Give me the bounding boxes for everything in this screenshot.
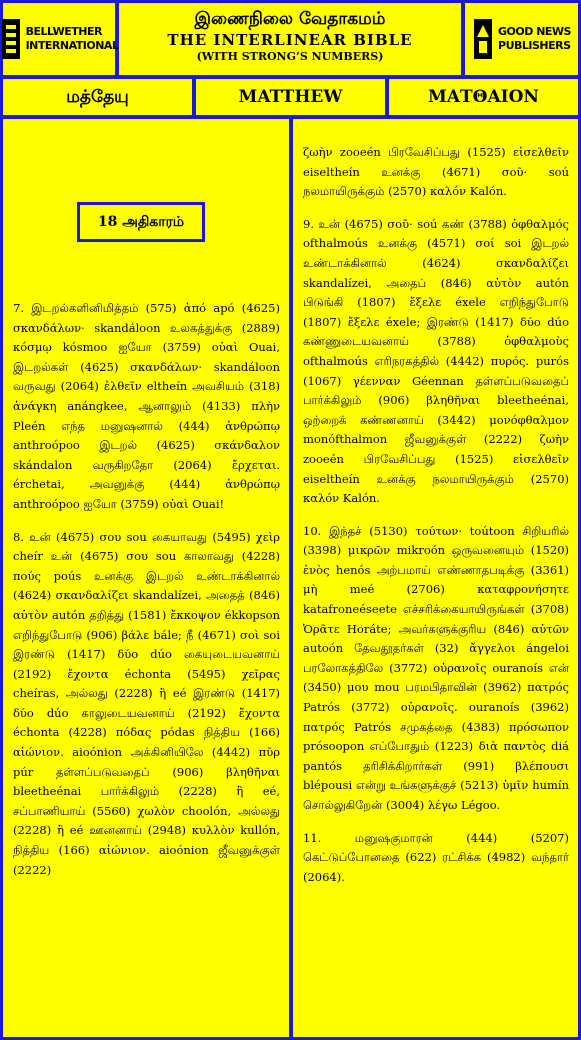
right-column xyxy=(293,119,578,1037)
title-english: THE INTERLINEAR BIBLE xyxy=(167,31,413,49)
verse-9: 9. உன் (4675) σοῦ· soú கண் (3788) ὀφθαλμός ofthalmoús உனக்கு (4571) σοί soi இடறல் உண்டாக்கினால் (4624) σκανδαλίζει skandalízei, அதைப் (846) αὐτὸν autón பிடுங்கி (1807) ἔξελε éxele எறிந்துபோடு (1807) ἔξελε éxele; இரண்டு (1417) δύο dúo கண்ணுடையவனாய் (3788) ὀφθαλμοὺς ofthalmoús எரிநரகத்தில் (4442) πυρός. purós (1067) γέενναν Géennan தள்ளப்படுவதைப் பார்க்கிலும் (906) βληθῆναι bleetheénai, ஒற்றைக் கண்ணனாய் (3442) μονόφθαλμον monófthalmon ஜீவனுக்குள் (2222) ζωὴν zooeén பிரவேசிப்பது (1525) εἰσελθεῖν eiseltheín உனக்கு நலமாயிருக்கும் (2570) καλόν Kalón. xyxy=(303,216,569,506)
good-news-logo xyxy=(465,3,578,75)
good-news-logo-icon xyxy=(472,17,494,61)
verse-8: 8. உன் (4675) σου sou கையாவது (5495) χεὶρ cheír உன் (4675) σου sou காலாவது (4228) πούς poús உனக்கு இடறல் உண்டாக்கினால் (4624) σκανδαλίζει skandalízei, அதைத் (846) αὐτὸν autón தறித்து (1581) ἔκκοψον ékkopson எறிந்துபோடு (906) βάλε bále; நீ (4671) σοὶ soi இரண்டு (1417) δύο dúo கையுடையவனாய் (2192) ἔχοντα échonta (5495) χεῖρας cheíras, அல்லது (2228) ἢ eé இரண்டு (1417) δύο dúo காலுடையவனாய் (2192) ἔχοντα échonta (4228) πόδας pódas நித்திய (166) αἰώνιον. aioónion அக்கினியிலே (4442) πῦρ púr தள்ளப்படுவதைப் (906) βληθῆναι bleetheénai பார்க்கிலும் (2228) ἢ eé, சப்பாணியாய் (5560) χωλὸν choolón, அல்லது (2228) ἢ eé ஊனனாய் (2948) κυλλὸν kullón, நித்திய (166) αἰώνιον. aioónion ஜீவனுக்குள் (2222) xyxy=(13,529,280,877)
logo-left-line1: BELLWETHER xyxy=(25,25,102,38)
book-name-tamil: மத்தேயு xyxy=(3,79,192,115)
verse-11: 11. மனுஷகுமாரன் (444) (5207) கெட்டுப்போனதை (622) ரட்சிக்க (4982) வந்தார் (2064). xyxy=(303,830,569,884)
verse-8-continued: ζωὴν zooeén பிரவேசிப்பது (1525) εἰσελθεῖν eiseltheín உனக்கு (4671) σοῦ· soú நலமாயிருக்கும் (2570) καλόν Kalón. xyxy=(303,145,569,199)
bellwether-logo-icon xyxy=(0,17,22,61)
verse-7: 7. இடறல்களினிமித்தம் (575) ἀπό apó (4625) σκανδάλων· skandáloon உலகத்துக்கு (2889) κόσμῳ kósmoo ஐயோ (3759) οὐαὶ Ouai, இடறல்கள் (4625) σκανδάλων· skandáloon வருவது (2064) ἐλθεῖν eltheín அவசியம் (318) ἀνάγκη anángkee, ஆனாலும் (4133) πλὴν Pleén எந்த மனுஷனால் (444) ἀνθρώπῳ anthroópoo இடறல் (4625) σκάνδαλον skándalon வருகிறதோ (2064) ἔρχεται. érchetai, அவனுக்கு (444) ἀνθρώπῳ anthroópoo ஐயோ (3759) οὐαὶ Ouai! xyxy=(13,301,280,511)
logo-right-line2: PUBLISHERS xyxy=(498,39,571,52)
logo-left-line2: INTERNATIONAL xyxy=(25,39,119,52)
subtitle: (WITH STRONG’S NUMBERS) xyxy=(196,50,384,63)
bellwether-logo xyxy=(3,3,119,75)
chapter-label: 18 அதிகாரம் xyxy=(77,202,205,242)
book-name-english: MATTHEW xyxy=(196,79,385,115)
title-block xyxy=(119,3,461,75)
left-column xyxy=(3,119,289,1037)
logo-right-line1: GOOD NEWS xyxy=(498,25,571,38)
verse-10: 10. இந்தச் (5130) τούτων· toútoon சிறியரில் (3398) μικρῶν mikroón ஒருவனையும் (1520) ἑνὸς henós அற்பமாய் எண்ணாதபடிக்கு (3361) μὴ meé (2706) καταφρονήσητε katafroneéseete எச்சரிக்கையாயிருங்கள் (3708) Ὁρᾶτε Horáte; அவர்களுக்குரிய (846) αὐτῶν autoón தேவதூதர்கள் (32) ἄγγελοι ángeloi பரலோகத்திலே (3772) οὐρανοῖς ouranoís என் (3450) μου mou பரமபிதாவின் (3962) πατρός Patrós (3772) οὐρανοῖς. ouranoís (3962) πατρός Patrós சமுகத்தை (4383) πρόσωπον prósoopon எப்போதும் (1223) διὰ παντὸς diá pantós தரிசிக்கிறார்கள் (991) βλέπουσι blépousi என்று உங்களுக்குச் (5213) ὑμῖν humín சொல்லுகிறேன் (3004) λέγω Légoo. xyxy=(303,523,569,812)
title-tamil: இணைநிலை வேதாகமம் xyxy=(194,9,386,29)
book-name-greek: ΜΑΤΘΑΙΟΝ xyxy=(389,79,578,115)
